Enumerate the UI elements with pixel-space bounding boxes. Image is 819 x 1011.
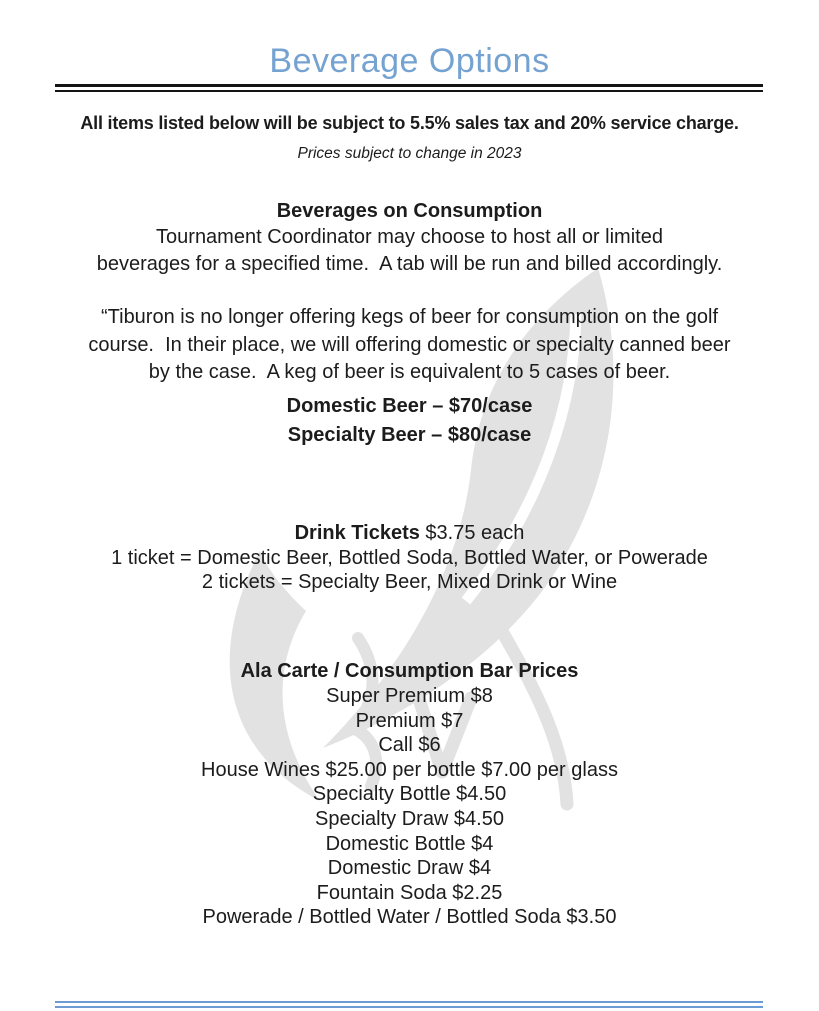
footer-divider-double-rule: [55, 1001, 763, 1008]
drink-tickets-price: $3.75 each: [419, 522, 525, 544]
price-list-item: Premium $7: [355, 709, 464, 732]
consumption-text-line: beverages for a specified time. A tab will be run and billed accordingly.: [96, 253, 723, 275]
keg-notice-line: course. In their place, we will offering domestic or specialty canned beer: [88, 333, 731, 356]
domestic-beer-price: Domestic Beer – $70/case: [286, 395, 533, 417]
keg-notice-line: “Tiburon is no longer offering kegs of beer for consumption on the golf: [100, 306, 719, 328]
section-beverages-on-consumption: [0, 198, 819, 278]
price-list-item: Domestic Bottle $4: [325, 832, 494, 855]
ticket-rule-line: 2 tickets = Specialty Beer, Mixed Drink or Wine: [201, 571, 618, 593]
drink-tickets-label: Drink Tickets: [294, 522, 420, 544]
price-list-item: Domestic Draw $4: [327, 857, 492, 880]
section-keg-notice: [0, 304, 819, 387]
section-ala-carte-prices: [0, 658, 819, 930]
section-drink-tickets: [0, 520, 819, 594]
consumption-text-line: Tournament Coordinator may choose to host all or limited: [156, 226, 663, 248]
price-list-item: Specialty Bottle $4.50: [312, 783, 507, 806]
page-title: Beverage Options: [269, 42, 550, 80]
drink-tickets-heading: [0, 520, 819, 546]
price-list-item: House Wines $25.00 per bottle $7.00 per glass: [201, 758, 618, 781]
specialty-beer-price: Specialty Beer – $80/case: [287, 424, 532, 446]
consumption-heading: Beverages on Consumption: [276, 200, 543, 222]
ala-carte-heading: Ala Carte / Consumption Bar Prices: [240, 660, 579, 682]
price-disclaimer: Prices subject to change in 2023: [297, 145, 522, 162]
price-list-item: Call $6: [378, 734, 441, 757]
ticket-rule-line: 1 ticket = Domestic Beer, Bottled Soda, Bottled Water, or Powerade: [111, 547, 708, 569]
price-list-item: Super Premium $8: [326, 685, 493, 707]
price-list-item: Fountain Soda $2.25: [316, 881, 503, 904]
keg-notice-line: by the case. A keg of beer is equivalent to 5 cases of beer.: [148, 361, 671, 383]
price-list-item: Specialty Draw $4.50: [315, 807, 504, 830]
tax-notice: All items listed below will be subject to 5.5% sales tax and 20% service charge.: [80, 113, 739, 133]
price-list-item: Powerade / Bottled Water / Bottled Soda $3.50: [202, 906, 617, 929]
title-divider-double-rule: [55, 84, 763, 92]
